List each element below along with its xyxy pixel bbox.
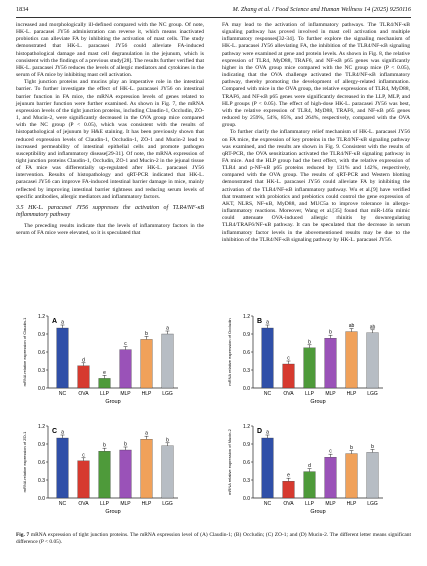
x-tick-label: OVA — [283, 501, 294, 507]
x-axis-label: Group — [310, 509, 326, 515]
x-tick-label: NC — [263, 501, 272, 507]
y-tick-label: 0.9 — [243, 441, 250, 448]
y-tick-label: 0.9 — [38, 331, 45, 338]
y-axis-label: mRNA relative expression of Mucin-2 — [227, 429, 232, 495]
x-tick-label: LLP — [100, 391, 109, 397]
paragraph: FA may lead to the activation of inflammatory pathways. The TLR4/NF-κB signaling pathway has proved involved in mast cell activation and multiple inflammatory responses[32-34]. To further explore the signaling mechanism of HK-L. paracasei JY56 alleviating FA, the inhibition of the TLR4/NF-κB signaling pathway were examined at gene and protein levels. As shown in Fig. 8, the relative expression of TLR4, MyD88, TRAF6, and NF-κB p65 genes was significantly higher in the OVA group mice compared with the NC group mice (P < 0.05), indicating that the OVA challenge activated the TLR4/NF-κB inflammatory pathway, thereby promoting the development of allergy-related inflammation. Compared with mice in the OVA group, the relative expressions of TLR4, MyD88, TRAF6, and NF-κB p65 genes were significantly decreased in the LLP, MLP, and HLP groups (P < 0.05). The effect of high-dose HK-L. paracasei JY56 was best, with the relative expression of TLR4, MyD88, TRAF6, and NF-κB p65 genes reduced by 259%, 54%, 85%, and 264%, respectively, compared with the OVA group. — [222, 22, 410, 129]
bar — [304, 472, 316, 498]
journal-citation: M. Zhang et al. / Food Science and Human Wellness 14 (2025) 9250116 — [232, 6, 411, 13]
paragraph: The preceding results indicate that the levels of inflammatory factors in the serum of FA mice were elevated, so it is speculated that — [16, 223, 204, 237]
significance-letter: a — [266, 319, 269, 326]
y-tick-label: 0.3 — [38, 477, 45, 484]
bar — [283, 481, 295, 498]
x-tick-label: NC — [58, 501, 67, 507]
x-tick-label: NC — [263, 391, 272, 397]
bar — [304, 348, 316, 388]
x-tick-label: LGG — [367, 391, 378, 397]
x-tick-label: MLP — [120, 501, 131, 507]
bar — [346, 454, 358, 498]
bar-chart-svg — [16, 310, 186, 410]
chart-panel-b — [221, 310, 391, 410]
x-tick-label: LLP — [100, 501, 109, 507]
significance-letter: c — [124, 341, 127, 348]
y-tick-label: 1.2 — [243, 313, 250, 320]
bar — [325, 457, 337, 498]
significance-letter: a — [166, 325, 169, 332]
bar — [141, 339, 153, 388]
bar-chart-svg — [221, 310, 391, 410]
page-header — [16, 6, 411, 16]
significance-letter: c — [287, 355, 290, 362]
significance-letter: b — [329, 329, 332, 336]
bar — [262, 438, 274, 498]
chart-panel-c — [16, 420, 186, 520]
y-tick-label: 0.6 — [38, 459, 45, 466]
x-tick-label: OVA — [78, 391, 89, 397]
figure-caption — [16, 532, 411, 546]
x-tick-label: OVA — [283, 391, 294, 397]
bar — [162, 334, 174, 388]
bar — [120, 350, 132, 388]
significance-letter: ab — [369, 324, 376, 331]
bar — [99, 451, 111, 498]
x-tick-label: LGG — [162, 501, 173, 507]
x-tick-label: MLP — [325, 501, 336, 507]
x-tick-label: MLP — [120, 391, 131, 397]
y-tick-label: 0.9 — [38, 441, 45, 448]
caption-text: mRNA expression of tight junction proteins. The mRNA expression level of (A) Claudin-1; (B) Occludin; (C) ZO-1; and (D) Mucin-2. The different letter means significant difference (P < 0.05). — [16, 532, 411, 545]
bar — [367, 452, 379, 498]
bar — [99, 378, 111, 388]
significance-letter: a — [61, 319, 64, 326]
significance-letter: a — [266, 429, 269, 436]
bar — [141, 439, 153, 498]
significance-letter: d — [82, 357, 85, 364]
paragraph: Tight junction proteins and mucins play an imperative role in the intestinal barrier. To further investigate the effect of HK-L. paracasei JY56 on intestinal barrier function in FA mice, the mRNA expression levels of genes related to jejunum barrier function were further examined. As shown in Fig. 7, the mRNA expression levels of the tight junction proteins, including Claudin-1, Occludin, ZO-1, and Mucin-2, were significantly decreased in the OVA group mice compared with the NC group (P < 0.05), which was consistent with the results of histopathological of jejunum by H&E staining. It has been previously shown that reduced expression levels of Claudin-1, Occludin-1, ZO-1 and Mucin-2 lead to increased permeability of intestinal epithelial cells and promote pathogen susceptibility and inflammatory disease[29-31]. Of note, the mRNA expression of tight junction proteins Claudin-1, Occludin, ZO-1 and Mucin-2 in the jejunal tissue of FA mice was differentially up-regulated after HK-L. paracasei JY56 intervention. Results of histopathology and qRT-PCR indicated that HK-L. paracasei JY56 can improve FA-induced intestinal barrier damage in mice, mainly reflected by improving intestinal barrier tightness and reducing serum levels of specific antibodies, allergic mediators and inflammatory factors. — [16, 79, 204, 200]
panel-letter: C — [52, 428, 58, 435]
x-tick-label: NC — [58, 391, 67, 397]
bar — [346, 332, 358, 388]
paragraph: To further clarify the inflammatory relief mechanism of HK-L. paracasei JY56 on FA mice, the expression of key proteins in the TLR4/NF-κB signaling pathway was examined, and the results are shown in Fig. 9. Consistent with the results of qRT-PCR, the OVA sensitization activated the TLR4/NF-κB signaling pathway in FA mice. And the HLP group had the best effect, with the relative expression of TLR4 and p-NF-κB p65 proteins reduced by 131% and 142%, respectively, compared with the OVA group. The results of qRT-PCR and Western blotting demonstrated that HK-L. paracasei JY56 could alleviate FA by inhibiting the activation of the TLR4/NF-κB inflammatory pathway. Wu et al.[9] have verified that treatment with probiotics and prebiotics could control the gene expression of AKT, NLRS, NF-κB, MyD88, and MUC5a to improve tolerance in allergo-inflammatory reactions. Moreover, Wang et al.[35] found that miR-146a mimic could attenuate OVA-induced allergic rhinitis by downregulating TLR4/TRAF6/NF-κB pathway. It can be speculated that the decrease in serum inflammatory factor levels in the abovementioned results may be due to the inhibition of the TLR4/NF-κB signaling pathway by HK-L. paracasei JY56. — [222, 129, 410, 243]
y-tick-label: 1.2 — [38, 423, 45, 430]
bar — [262, 328, 274, 388]
significance-letter: a — [145, 430, 148, 437]
y-axis-label: mRNA relative expression of Occludin — [227, 318, 232, 386]
y-tick-label: 0.6 — [243, 459, 250, 466]
panel-letter: D — [257, 428, 263, 435]
significance-letter: d — [308, 463, 311, 470]
panel-letter: A — [52, 318, 58, 325]
header-rule — [16, 17, 411, 18]
y-tick-label: 0.3 — [243, 477, 250, 484]
y-tick-label: 0.0 — [38, 495, 45, 502]
y-tick-label: 1.2 — [38, 313, 45, 320]
x-tick-label: MLP — [325, 391, 336, 397]
bar — [78, 461, 90, 498]
bar-chart-svg — [221, 420, 391, 520]
bar — [283, 364, 295, 388]
bar-chart-svg — [16, 420, 186, 520]
x-axis-label: Group — [310, 399, 326, 405]
x-axis-label: Group — [105, 399, 121, 405]
bar — [78, 366, 90, 388]
right-column — [222, 22, 410, 244]
bar — [120, 450, 132, 498]
y-tick-label: 1.2 — [243, 423, 250, 430]
y-axis-label: mRNA relative expression of Claudin-1 — [22, 317, 27, 387]
significance-letter: b — [103, 442, 106, 449]
bar — [367, 333, 379, 388]
caption-label: Fig. 7 — [16, 532, 30, 538]
significance-letter: ab — [348, 323, 355, 330]
x-tick-label: HLP — [141, 391, 152, 397]
y-tick-label: 0.0 — [243, 385, 250, 392]
significance-letter: e — [103, 369, 106, 376]
paragraph: increased and morphologically ill-defined compared with the NC group. Of note, HK-L. paracasei JY56 administration can reverse it, which means inactivated probiotics can alleviate FA by inhibiting the activation of mast cells. The study demonstrated that HK-L. paracasei JY56 could alleviate FA-induced histopathological damage and mast cell degranulation in the jejunum, which is consistent with the findings of a previous study[28]. The results further verified that HK-L. paracasei JY56 reduces the levels of allergic mediators and cytokines in the serum of FA mice by inhibiting mast cell activation. — [16, 22, 204, 79]
figure-7 — [16, 310, 411, 525]
significance-letter: b — [350, 445, 353, 452]
x-tick-label: LLP — [305, 391, 314, 397]
significance-letter: b — [166, 437, 169, 444]
x-tick-label: LGG — [367, 501, 378, 507]
x-tick-label: OVA — [78, 501, 89, 507]
y-tick-label: 0.9 — [243, 331, 250, 338]
section-heading: 3.5 HK-L. paracasei JY56 suppresses the activation of TLR4/NF-κB inflammatory pathway — [16, 204, 204, 219]
y-tick-label: 0.0 — [38, 385, 45, 392]
panel-letter: B — [257, 318, 263, 325]
significance-letter: b — [308, 339, 311, 346]
x-tick-label: HLP — [346, 391, 357, 397]
page-number: 1834 — [16, 6, 29, 13]
significance-letter: c — [329, 448, 332, 455]
x-tick-label: HLP — [141, 501, 152, 507]
significance-letter: b — [371, 443, 374, 450]
y-tick-label: 0.3 — [243, 367, 250, 374]
x-axis-label: Group — [105, 509, 121, 515]
significance-letter: c — [82, 452, 85, 459]
significance-letter: b — [124, 441, 127, 448]
x-tick-label: LLP — [305, 501, 314, 507]
bar — [162, 446, 174, 498]
y-tick-label: 0.6 — [38, 349, 45, 356]
bar — [57, 438, 69, 498]
bar — [325, 338, 337, 388]
y-tick-label: 0.3 — [38, 367, 45, 374]
significance-letter: a — [61, 429, 64, 436]
y-axis-label: mRNA relative expression of ZO-1 — [22, 431, 27, 493]
y-tick-label: 0.6 — [243, 349, 250, 356]
significance-letter: b — [145, 330, 148, 337]
x-tick-label: HLP — [346, 501, 357, 507]
left-column — [16, 22, 204, 238]
bar — [57, 328, 69, 388]
y-tick-label: 0.0 — [243, 495, 250, 502]
significance-letter: e — [287, 472, 290, 479]
chart-panel-d — [221, 420, 391, 520]
x-tick-label: LGG — [162, 391, 173, 397]
chart-panel-a — [16, 310, 186, 410]
